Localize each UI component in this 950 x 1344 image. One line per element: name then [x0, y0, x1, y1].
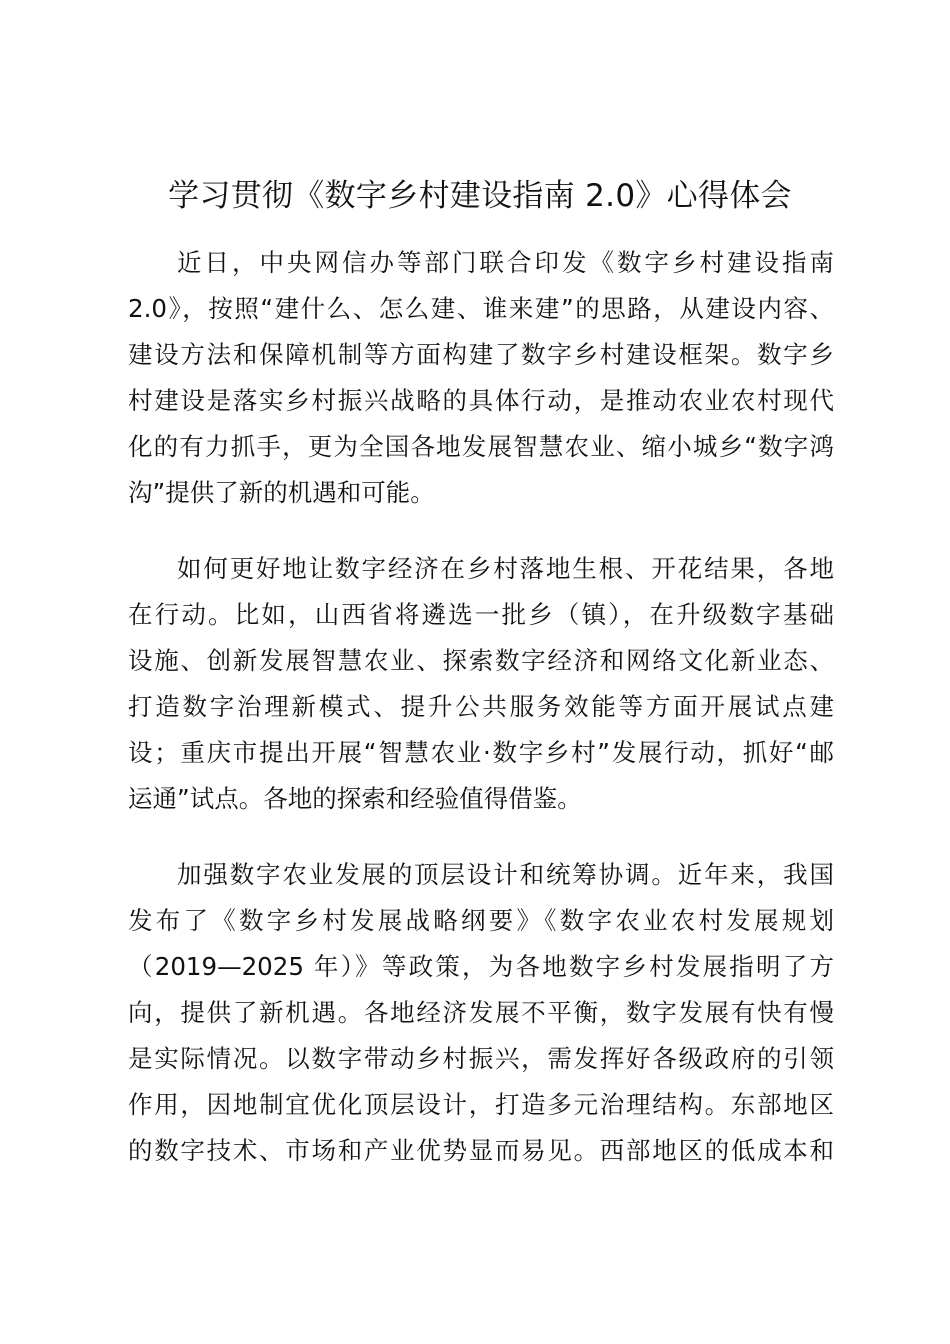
paragraph-line: 2.0》，按照“建什么、怎么建、谁来建”的思路，从建设内容、: [128, 294, 834, 323]
paragraph-line: 村建设是落实乡村振兴战略的具体行动，是推动农业农村现代: [128, 386, 834, 415]
paragraph-line: 设施、创新发展智慧农业、探索数字经济和网络文化新业态、: [128, 646, 834, 675]
paragraph-line: （2019—2025 年）》等政策，为各地数字乡村发展指明了方: [128, 952, 834, 981]
paragraph-line: 向，提供了新机遇。各地经济发展不平衡，数字发展有快有慢: [128, 998, 834, 1027]
paragraph-line: 打造数字治理新模式、提升公共服务效能等方面开展试点建: [128, 692, 834, 721]
document-body: [128, 240, 834, 1204]
paragraph-line: 作用，因地制宜优化顶层设计，打造多元治理结构。东部地区: [128, 1090, 834, 1119]
paragraph-line: 如何更好地让数字经济在乡村落地生根、开花结果，各地: [177, 554, 834, 583]
paragraph-line: 加强数字农业发展的顶层设计和统筹协调。近年来，我国: [177, 860, 834, 889]
paragraph-3: [128, 852, 834, 1174]
paragraph-1: [128, 240, 834, 516]
paragraph-line: 是实际情况。以数字带动乡村振兴，需发挥好各级政府的引领: [128, 1044, 834, 1073]
paragraph-line: 设；重庆市提出开展“智慧农业·数字乡村”发展行动，抓好“邮: [128, 738, 834, 767]
paragraph-line: 化的有力抓手，更为全国各地发展智慧农业、缩小城乡“数字鸿: [128, 432, 834, 461]
paragraph-2: [128, 546, 834, 822]
paragraph-line: 在行动。比如，山西省将遴选一批乡（镇），在升级数字基础: [128, 600, 834, 629]
document-title: 学习贯彻《数字乡村建设指南 2.0》心得体会: [168, 178, 792, 214]
paragraph-line: 近日，中央网信办等部门联合印发《数字乡村建设指南: [177, 248, 834, 277]
paragraph-line: 沟”提供了新的机遇和可能。: [128, 478, 435, 507]
paragraph-line: 建设方法和保障机制等方面构建了数字乡村建设框架。数字乡: [128, 340, 834, 369]
paragraph-line: 的数字技术、市场和产业优势显而易见。西部地区的低成本和: [128, 1136, 834, 1165]
paragraph-line: 发布了《数字乡村发展战略纲要》《数字农业农村发展规划: [128, 906, 834, 935]
paragraph-line: 运通”试点。各地的探索和经验值得借鉴。: [128, 784, 582, 813]
